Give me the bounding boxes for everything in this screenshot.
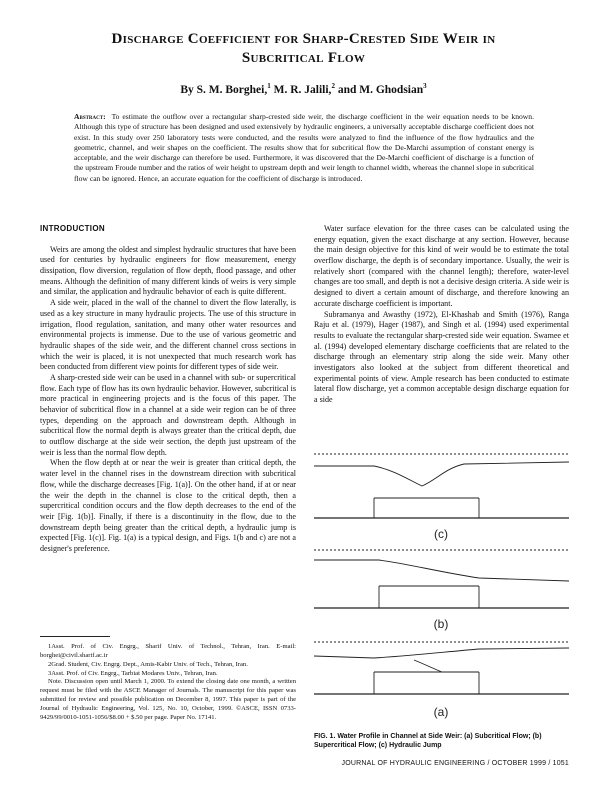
- panel-supercritical: [314, 550, 569, 608]
- footnotes: [40, 636, 296, 723]
- page-footer: JOURNAL OF HYDRAULIC ENGINEERING / OCTOBER 1999 / 1051: [341, 760, 569, 767]
- abstract-label: Abstract:: [74, 112, 106, 121]
- footnote-note: Note. Discussion open until March 1, 2000. To extend the closing date one month, a written request must be filed with the ASCE Manager of Journals. The manuscript for this paper was submitted for review and possible publication on December 8, 1997. This paper is part of the Journal of Hydraulic Engineering, Vol. 125, No. 10, October, 1999. ©ASCE, ISSN 0733-9429/99/0010-1051-1056/$8.00 + $.50 per page. Paper No. 17141.: [40, 678, 296, 721]
- intro-paragraph-3: A sharp-crested side weir can be used in a channel with sub- or supercritical flow. Each type of flow has its own hydraulic behavior. However, subcritical is more practical in engineering projects and is the focus of this paper. The behavior of subcritical flow in a channel at a side weir region can be of three types, depending on the approach and downstream depth. Although in subcritical flow the normal depth is always greater than the critical depth, due to outflow discharge at the side weir section, the depth just upstream of the weir is less than the normal flow depth.: [40, 372, 296, 457]
- title-line-1: Discharge Coefficient for Sharp-Crested Side Weir in: [111, 31, 496, 47]
- intro-paragraph-2: A side weir, placed in the wall of the channel to divert the flow laterally, is used as a key structure in many hydraulic projects. The use of this structure in irrigation, flood regulation, sanitation, and many other water resources and environmental projects is immense. Due to the use of various geometric and hydraulic shapes of the side weir, and the different channel cross sections in which the weir is placed, it is not unexpected that much research work has been conducted from different view points for different types of side weir.: [40, 298, 296, 372]
- author-line: [40, 82, 567, 96]
- abstract: [74, 112, 534, 184]
- left-column: [40, 224, 296, 555]
- panel-subcritical: [314, 642, 569, 694]
- figure-caption: FIG. 1. Water Profile in Channel at Side Weir: (a) Subcritical Flow; (b) Supercritical Flow; (c) Hydraulic Jump: [314, 733, 542, 749]
- panel-b-water-surface: [314, 560, 569, 581]
- paper-title: [40, 30, 567, 68]
- panel-a-water-surface: [314, 648, 569, 658]
- right-paragraph-2: Subramanya and Awasthy (1972), El-Khashab and Smith (1976), Ranga Raju et al. (1979), Hager (1987), and Singh et al. (1994) used experimental results to evaluate the rectangular sharp-crested side weir equation. Swamee et al. (1994) developed elementary discharge coefficients that are related to the discharge through an elementary strip along the side weir. Many other investigators also looked at the subject from different theoretical and experimental points of view. Ample research has been conducted to estimate lateral flow discharge, yet a common acceptable design discharge equation for a side: [314, 309, 569, 404]
- panel-c-water-surface: [314, 462, 569, 486]
- author-3-marker: 3: [423, 82, 427, 90]
- panel-label-bottom: (a): [433, 705, 449, 719]
- footnote-1: 1Asst. Prof. of Civ. Engrg., Sharif Univ. of Technol., Tehran, Iran. E-mail: borghei@civil.sharif.ac.ir: [40, 643, 296, 659]
- right-paragraph-1: Water surface elevation for the three cases can be calculated using the energy equation, given the exact discharge at any section. However, because the main design objective for this kind of weir would be to estimate the total overflow discharge, the depth is of secondary importance. Usually, the weir is relatively short (compared with the channel length); therefore, water-level changes are too small, and depth is not a decisive design criteria. A side weir is designed to divert a certain amount of discharge, and therefore knowing an accurate discharge coefficient is important.: [314, 224, 569, 308]
- author-2: M. R. Jalili,: [270, 83, 332, 96]
- panel-a-jump-roller: [414, 660, 442, 672]
- right-column: [314, 224, 569, 406]
- author-2-marker: 2: [331, 82, 335, 90]
- panel-label-top: (c): [434, 527, 448, 541]
- author-1-marker: 1: [267, 82, 271, 90]
- panel-hydraulic-jump: [314, 454, 569, 518]
- section-heading-introduction: INTRODUCTION: [40, 224, 105, 233]
- intro-paragraph-1: Weirs are among the oldest and simplest hydraulic structures that have been used for centuries by hydraulic engineers for flow measurement, energy dissipation, flow diversion, regulation of flow depth, flood passage, and other means. Although the definition of many different kinds of weirs is very simple and similar, the application and hydraulic behavior of each is quite different.: [40, 244, 296, 297]
- footnote-rule: [40, 636, 110, 637]
- abstract-text: To estimate the outflow over a rectangular sharp-crested side weir, the discharge coefficient in the weir equation needs to be known. Although this type of structure has been designed and used extensively by hydraulic engineers, a universally acceptable discharge coefficient does not exist. In this study over 250 laboratory tests were conducted, and the results were analyzed to find the influence of the flow hydraulics and the geometric, channel, and weir shapes on the coefficient. The results show that for subcritical flow the De-Marchi assumption of constant energy is acceptable, and the weir discharge can therefore be used. Furthermore, it was discovered that the De-Marchi coefficient of discharge is a function of the upstream Froude number and the ratios of weir height to upstream depth and weir length to channel width, whereas the channel slope in subcritical flow can be ignored. Hence, an accurate equation for the coefficient of discharge is introduced.: [74, 112, 534, 183]
- footnote-2: 2Grad. Student, Civ. Engrg. Dept., Amis-Kabir Univ. of Tech., Tehran, Iran.: [48, 660, 248, 668]
- footnote-3: 3Asst. Prof. of Civ. Engrg., Tarbiat Modares Univ., Tehran, Iran.: [48, 669, 218, 677]
- intro-paragraph-4: When the flow depth at or near the weir is greater than critical depth, the water level in the channel rises in the downstream direction with subcritical flow, while the discharge decreases [Fig. 1(a)]. On the other hand, if at or near the weir the depth in the channel is close to the critical depth, then a supercritical condition occurs and the flow depth decreases to the end of the weir [Fig. 1(b)]. Finally, if there is a discontinuity in the flow, due to the downstream depth being greater than the critical depth, a hydraulic jump is expected [Fig. 1(c)]. Fig. 1(a) is a typical design, and Figs. 1(b and c) are not a designer's preference.: [40, 458, 296, 553]
- panel-label-middle: (b): [433, 617, 449, 631]
- figure-1-drawing: [314, 446, 569, 722]
- title-line-2: Subcritical Flow: [241, 50, 366, 66]
- figure-1: [314, 446, 569, 722]
- author-1: By S. M. Borghei,: [180, 83, 268, 96]
- author-3: and M. Ghodsian: [334, 83, 424, 96]
